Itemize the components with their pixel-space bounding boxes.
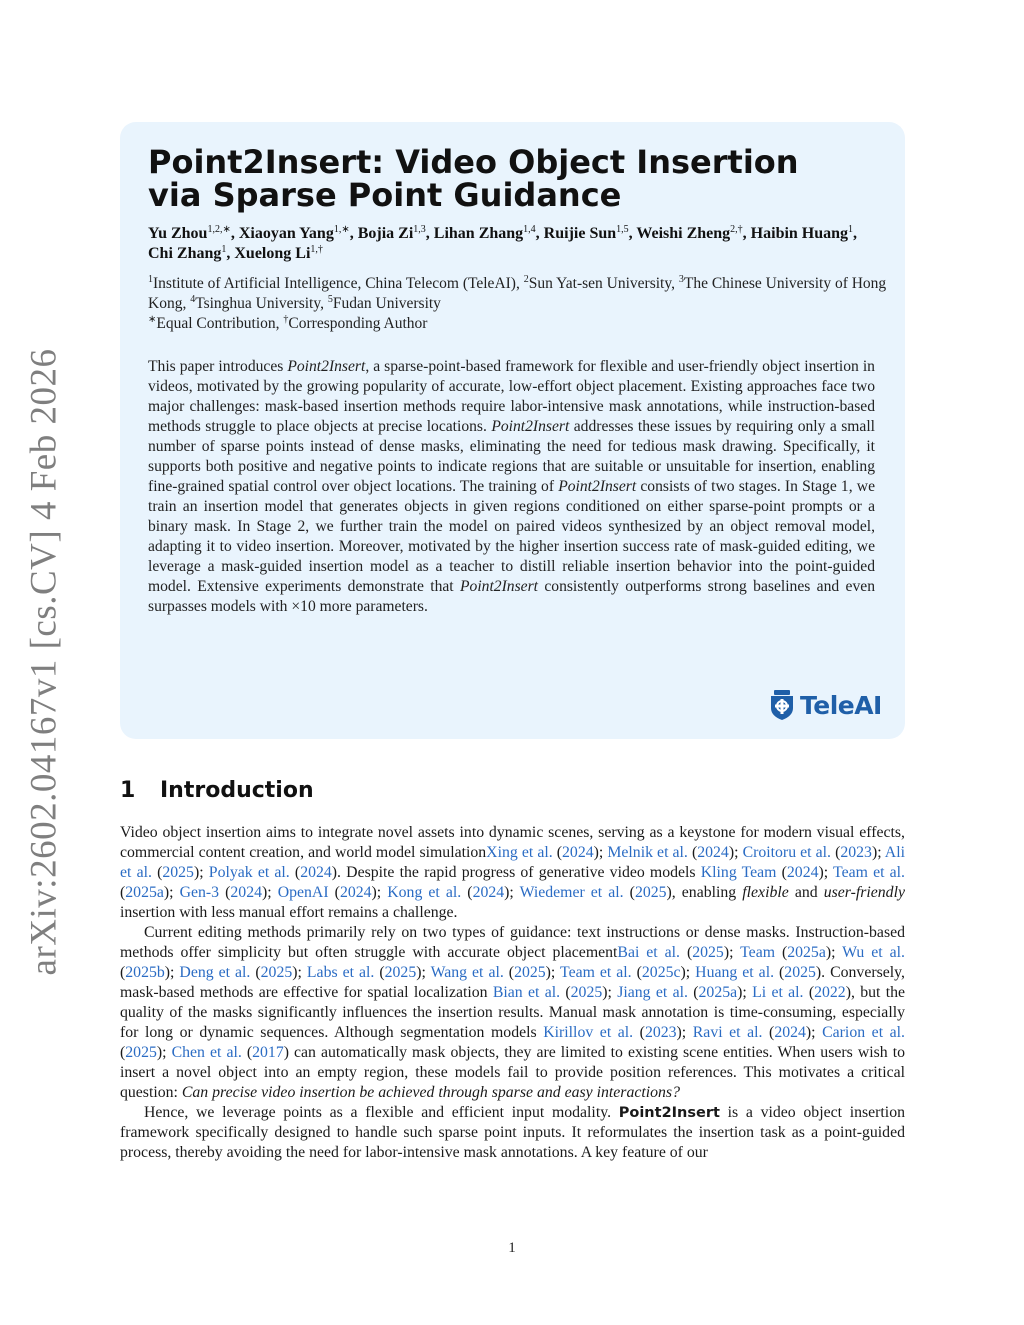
citation-link[interactable]: Huang et al. <box>695 964 775 981</box>
body-text: ( <box>762 1024 775 1041</box>
body-text: ); <box>805 1024 823 1041</box>
citation-link[interactable]: 2025c <box>641 964 681 981</box>
abstract <box>148 357 875 617</box>
citation-link[interactable]: 2024 <box>339 884 372 901</box>
citation-link[interactable]: 2024 <box>300 864 332 881</box>
body-text: ); <box>723 944 741 961</box>
affiliation-marker: 5 <box>327 294 333 305</box>
citation-link[interactable]: Croitoru et al. <box>742 844 831 861</box>
citation-link[interactable]: 2024 <box>472 884 505 901</box>
affiliation-marker: 1 <box>148 274 153 285</box>
introduction-body <box>120 823 905 1163</box>
citation-link[interactable]: Gen-3 <box>179 884 220 901</box>
citation-link[interactable]: 2024 <box>786 864 819 881</box>
body-text: ( <box>680 944 693 961</box>
citation-link[interactable]: Team et al. <box>833 864 905 881</box>
citation-link[interactable]: 2025 <box>384 964 417 981</box>
body-text: ( <box>241 1044 253 1061</box>
body-text: ); <box>416 964 431 981</box>
abstract-text: This paper introduces <box>148 358 288 375</box>
body-text: ); <box>262 884 278 901</box>
author-note-text: Equal Contribution, <box>156 315 284 332</box>
body-text: ( <box>120 884 126 901</box>
body-text: ); <box>504 884 520 901</box>
author-name: Bojia Zi <box>357 225 414 242</box>
page-number: 1 <box>508 1240 516 1256</box>
citation-link[interactable]: 2024 <box>562 844 594 861</box>
body-text: Video object insertion aims to integrate novel assets into dynamic scenes, serving as a keystone for modern visual effects, commercial content creation, and world model simulation <box>120 824 905 861</box>
abstract-text-italic: Point2Insert <box>491 418 570 435</box>
author-name: Yu Zhou <box>148 225 208 242</box>
affiliation-text: Fudan University <box>332 295 441 312</box>
citation-link[interactable]: Ravi et al. <box>692 1024 763 1041</box>
citation-link[interactable]: Wu et al. <box>842 944 905 961</box>
citation-link[interactable]: 2024 <box>774 1024 806 1041</box>
abstract-text: , a sparse-point-based framework for flexible and user-friendly object insertion in videos, motivated by the growing popularity of accurate, low-effort object placement. Existing approaches face two major challenges: mask-based insertion methods require labor-intensive mask annotations, while instruction-based methods struggle to place objects at precise locations. <box>148 358 875 435</box>
body-text: ( <box>687 844 698 861</box>
author-note-marker: † <box>283 314 289 325</box>
citation-link[interactable]: 2024 <box>697 844 729 861</box>
body-text: ), enabling <box>666 884 743 901</box>
body-text: ( <box>503 964 515 981</box>
body-text: ( <box>775 944 788 961</box>
citation-link[interactable]: 2024 <box>230 884 262 901</box>
citation-link[interactable]: Ali et al. <box>120 844 905 881</box>
body-text: ( <box>631 964 642 981</box>
body-text: ( <box>633 1024 645 1041</box>
body-text: ( <box>687 984 699 1001</box>
citation-link[interactable]: 2025 <box>634 884 667 901</box>
paper-title: Point2Insert: Video Object Insertion via Sparse Point Guidance <box>148 143 799 214</box>
body-text: ( <box>250 964 261 981</box>
body-text: ( <box>461 884 473 901</box>
body-text: ); <box>593 844 608 861</box>
citation-link[interactable]: 2025a <box>125 884 164 901</box>
body-text: ); <box>292 964 307 981</box>
body-text: ); <box>545 964 561 981</box>
author-name: Xiaoyan Yang <box>238 225 334 242</box>
author-affiliation-marker: 1 <box>221 244 227 255</box>
body-text: ); <box>737 984 753 1001</box>
abstract-text-italic: Point2Insert <box>287 358 366 375</box>
citation-link[interactable]: 2025 <box>125 1044 157 1061</box>
abstract-text: consistently outperforms strong baselines and even surpasses models with ×10 more parameters. <box>148 578 875 615</box>
body-text: ); <box>156 1044 172 1061</box>
author-name: Ruijie Sun <box>543 225 617 242</box>
author-affiliation-marker: 2,† <box>730 224 743 235</box>
citation-link[interactable]: 2025b <box>125 964 165 981</box>
citation-link[interactable]: Deng et al. <box>179 964 251 981</box>
author-name: Weishi Zheng <box>636 225 731 242</box>
citation-link[interactable]: Team et al. <box>560 964 632 981</box>
body-text: ( <box>120 1044 126 1061</box>
citation-link[interactable]: Wiedemer et al. <box>519 884 624 901</box>
citation-link[interactable]: Kling Team <box>700 864 777 881</box>
body-text: ) can automatically mask objects, they are limited to existing scene entities. When users wish to insert a novel object into an empty region, these models fail to provide position references. This motivates a critical question: <box>120 1044 906 1101</box>
citation-link[interactable]: 2023 <box>840 844 872 861</box>
body-text: ); <box>728 844 743 861</box>
body-text: ( <box>776 864 787 881</box>
abstract-text: addresses these issues by requiring only a small number of sparse points instead of dense masks, eliminating the need for tedious mask drawing. Specifically, it supports both positive and negative points to indicate regions that are suitable or unsuitable for insertion, enabling fine-grained spatial control over object locations. The training of <box>148 418 875 495</box>
citation-link[interactable]: 2025 <box>784 964 816 981</box>
body-text: ( <box>289 864 301 881</box>
teleai-logo <box>770 688 882 722</box>
author-name: Lihan Zhang <box>433 225 524 242</box>
citation-link[interactable]: Wang et al. <box>430 964 504 981</box>
author-note-marker: ∗ <box>148 314 157 325</box>
body-text-bold: Point2Insert <box>618 1105 720 1121</box>
affiliation-marker: 3 <box>678 274 684 285</box>
arxiv-identifier-stamp: arXiv:2602.04167v1 [cs.CV] 4 Feb 2026 <box>23 348 65 976</box>
body-text: insertion with less manual effort remains a challenge. <box>120 904 458 921</box>
body-text: ); <box>871 844 885 861</box>
author-affiliation-marker: 1,3 <box>413 224 426 235</box>
body-text: ); <box>371 884 388 901</box>
affiliation-text: Institute of Artificial Intelligence, China Telecom (TeleAI), <box>153 275 524 292</box>
teleai-logo-text: TeleAI <box>800 690 882 720</box>
citation-link[interactable]: 2017 <box>252 1044 284 1061</box>
body-text: ( <box>560 984 571 1001</box>
affiliation-marker: 4 <box>190 294 196 305</box>
citation-link[interactable]: Team <box>740 944 775 961</box>
body-text: ( <box>803 984 815 1001</box>
citation-link[interactable]: Labs et al. <box>306 964 375 981</box>
body-text: ( <box>774 964 785 981</box>
author-name: Chi Zhang <box>148 245 222 262</box>
citation-link[interactable]: Jiang et al. <box>617 984 688 1001</box>
section-heading-introduction <box>120 778 314 803</box>
citation-link[interactable]: Kirillov et al. <box>543 1024 634 1041</box>
body-text: ); <box>602 984 618 1001</box>
body-text-italic: flexible <box>742 884 789 901</box>
paragraph <box>120 1103 905 1163</box>
author-affiliation-marker: 1,2,∗ <box>207 224 231 235</box>
section-number: 1 <box>120 778 136 803</box>
body-text: ); <box>164 964 180 981</box>
body-text: is a video object insertion framework specifically designed to handle such sparse point inputs. It reformulates the insertion task as a point-guided process, thereby avoiding the need for labor-intensive mask annotations. A key feature of our <box>120 1104 905 1161</box>
affiliation-text: Sun Yat-sen University, <box>528 275 679 292</box>
citation-link[interactable]: Bian et al. <box>492 984 561 1001</box>
affiliation-text: Tsinghua University, <box>195 295 328 312</box>
section-title: Introduction <box>160 778 314 803</box>
body-text: ( <box>831 844 841 861</box>
body-text: ). Conversely, mask-based methods are effective for spatial localization <box>120 964 905 1001</box>
body-text: ); <box>163 884 180 901</box>
citation-link[interactable]: Polyak et al. <box>208 864 290 881</box>
body-text: ( <box>552 844 563 861</box>
citation-link[interactable]: Bai et al. <box>617 944 680 961</box>
body-text: ( <box>120 964 126 981</box>
citation-link[interactable]: 2025 <box>260 964 293 981</box>
paragraph <box>120 923 905 1103</box>
body-text: ); <box>818 864 834 881</box>
body-text-italic: Can precise video insertion be achieved through sparse and easy interactions? <box>181 1084 680 1101</box>
citation-link[interactable]: 2025a <box>787 944 826 961</box>
author-affiliation-marker: 1,† <box>310 244 323 255</box>
author-affiliation-marker: 1 <box>848 224 854 235</box>
author-name: Xuelong Li <box>234 245 311 262</box>
citation-link[interactable]: Kong et al. <box>387 884 462 901</box>
abstract-text: consists of two stages. In Stage 1, we train an insertion model that generates objects in given regions conditioned on either sparse-point prompts or a binary mask. In Stage 2, we further train the model on paired videos synthesized by an object removal model, adapting it to video insertion. Moreover, motivated by the higher insertion success rate of mask-guided editing, we leverage a mask-guided insertion model as a teacher to distill reliable insertion behavior into the point-guided model. Extensive experiments demonstrate that <box>148 478 875 595</box>
body-text: Hence, we leverage points as a flexible and efficient input modality. <box>144 1104 619 1121</box>
body-text: Current editing methods primarily rely on two types of guidance: text instructions or dense masks. Instruction-based methods offer simplicity but often struggle with accurate object placement <box>120 924 905 961</box>
citation-link[interactable]: 2023 <box>644 1024 677 1041</box>
citation-link[interactable]: Melnik et al. <box>607 844 688 861</box>
author-note-text: Corresponding Author <box>288 315 428 332</box>
affiliation-marker: 2 <box>523 274 529 285</box>
author-list: Yu Zhou$^{1,2,∗}$, Xiaoyan Yang$^{1,∗}$, Bojia Zi$^{1,3}$, Lihan Zhang$^{1,4}$, Ruijie Sun$^{1,5}$, Weishi Zheng$^{2,\dagger}$, Haibin Huang$^1$, Chi Zhang$^1$, Xuelong $Li^{1,\dagger}$ <box>148 224 858 262</box>
body-text: ); <box>193 864 209 881</box>
citation-link[interactable]: 2025 <box>514 964 546 981</box>
body-text: ); <box>676 1024 693 1041</box>
affiliation-text: The Chinese University of Hong Kong, <box>148 275 887 312</box>
body-text: ( <box>219 884 231 901</box>
citation-link[interactable]: Xing et al. <box>486 844 553 861</box>
body-text: and <box>788 884 824 901</box>
author-affiliation-marker: 1,5 <box>616 224 629 235</box>
author-affiliation-marker: 1,∗ <box>333 224 350 235</box>
author-notes <box>148 314 888 334</box>
body-text: ). Despite the rapid progress of generative video models <box>331 864 701 881</box>
citation-link[interactable]: OpenAI <box>277 884 329 901</box>
body-text: ( <box>328 884 340 901</box>
paragraph <box>120 823 905 923</box>
author-affiliation-marker: 1,4 <box>523 224 536 235</box>
affiliations <box>148 274 888 314</box>
citation-link[interactable]: 2025 <box>570 984 603 1001</box>
citation-link[interactable]: 2025a <box>698 984 738 1001</box>
abstract-text-italic: Point2Insert <box>558 478 637 495</box>
citation-link[interactable]: Li et al. <box>752 984 804 1001</box>
body-text: ( <box>374 964 385 981</box>
citation-link[interactable]: 2025 <box>692 944 724 961</box>
body-text: ), but the quality of the masks significantly influences the insertion results. Manual mask annotation is time-consuming, especially for long or dynamic sequences. Although segmentation models <box>120 984 906 1041</box>
author-name: Haibin Huang <box>750 225 849 242</box>
citation-link[interactable]: 2025 <box>162 864 194 881</box>
body-text: ); <box>680 964 696 981</box>
citation-link[interactable]: 2022 <box>814 984 846 1001</box>
body-text-italic: user-friendly <box>823 884 905 901</box>
abstract-text-italic: Point2Insert <box>460 578 538 595</box>
body-text: ( <box>623 884 635 901</box>
citation-link[interactable]: Carion et al. <box>822 1024 905 1041</box>
citation-link[interactable]: Chen et al. <box>171 1044 242 1061</box>
body-text: ( <box>151 864 163 881</box>
teleai-shield-icon <box>770 690 794 720</box>
body-text: ); <box>825 944 843 961</box>
